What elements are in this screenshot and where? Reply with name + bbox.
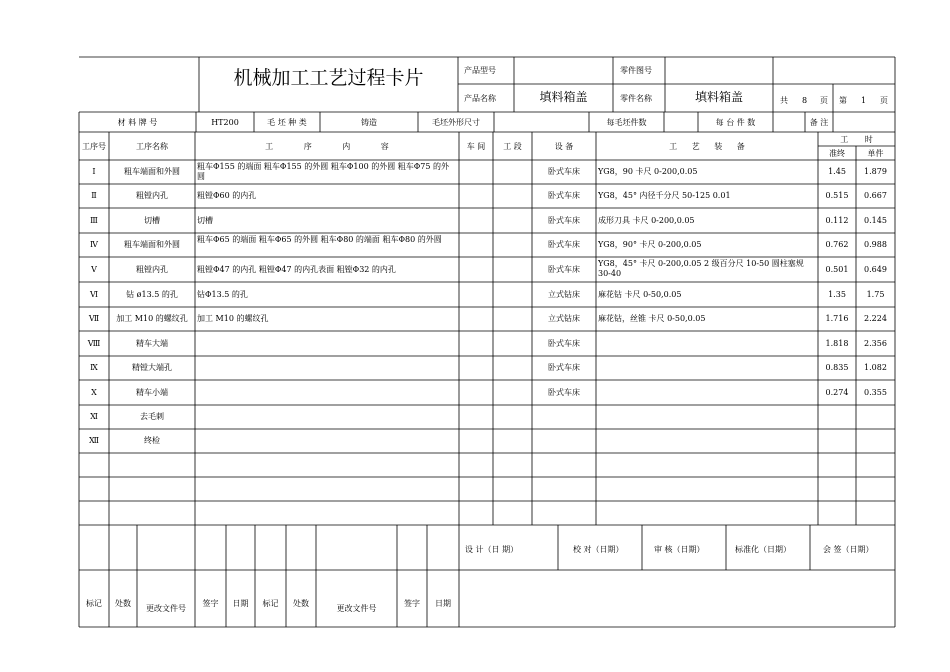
op-no-cell: Ⅷ	[87, 339, 101, 348]
op-unit-time-cell: 1.082	[864, 363, 887, 372]
op-no-cell: Ⅹ	[91, 388, 97, 397]
op-tooling-cell: 成形刀具 卡尺 0-200,0.05	[598, 216, 695, 225]
product-name-label: 产品名称	[464, 94, 496, 103]
op-equipment-cell: 卧式车床	[548, 363, 580, 372]
op-name-cell: 精车大端	[136, 339, 168, 348]
op-unit-time-cell: 0.649	[864, 265, 887, 274]
blank-type-label: 毛 坯 种 类	[267, 118, 307, 127]
footer-date-2: 日期	[435, 599, 451, 608]
op-name-cell: 钻 ø13.5 的孔	[126, 290, 178, 299]
op-equipment-cell: 卧式车床	[548, 240, 580, 249]
signoff-review: 审 核（日期）	[654, 545, 705, 554]
footer-mark-1: 标记	[86, 599, 102, 608]
op-tooling-cell	[598, 363, 816, 385]
op-content-cell: 钻Φ13.5 的孔	[197, 290, 248, 299]
col-time: 工 时	[840, 135, 873, 144]
op-content-cell: 粗车Φ65 的端面 粗车Φ65 的外圆 粗车Φ80 的端面 粗车Φ80 的外圆	[197, 235, 442, 244]
op-name-cell: 粗车端面和外圆	[124, 240, 180, 249]
material-value: HT200	[211, 118, 239, 127]
op-equipment-cell: 卧式车床	[548, 265, 580, 274]
op-no-cell: Ⅰ	[92, 167, 96, 176]
col-op-no: 工序号	[82, 142, 106, 151]
op-content-cell	[197, 339, 457, 362]
op-no-cell: Ⅸ	[90, 363, 98, 372]
col-prep-time: 准终	[829, 149, 845, 158]
op-unit-time-cell: 0.355	[864, 388, 887, 397]
op-no-cell: Ⅴ	[91, 265, 97, 274]
op-content-cell	[197, 363, 457, 385]
op-prep-time-cell: 1.45	[828, 167, 846, 176]
op-equipment-cell: 卧式车床	[548, 167, 580, 176]
op-unit-time-cell: 1.75	[866, 290, 885, 299]
op-name-cell: 切槽	[144, 216, 160, 225]
op-name-cell: 粗车端面和外圆	[124, 167, 180, 176]
op-prep-time-cell: 0.274	[825, 388, 849, 397]
remark-label: 备 注	[809, 118, 829, 127]
blank-type-value: 铸造	[361, 118, 377, 127]
op-prep-time-cell: 0.112	[825, 216, 849, 225]
footer-date-1: 日期	[232, 599, 249, 608]
seq-page-unit: 页	[880, 96, 888, 105]
op-no-cell: Ⅵ	[89, 290, 99, 299]
op-tooling-cell: YG8，90° 卡尺 0-200,0.05	[598, 240, 702, 249]
op-unit-time-cell: 2.224	[864, 314, 887, 323]
op-tooling-cell: YG8，45° 内径千分尺 50-125 0.01	[598, 191, 731, 200]
op-no-cell: Ⅱ	[91, 191, 97, 200]
op-unit-time-cell: 0.667	[864, 191, 887, 200]
op-name-cell: 精车小端	[136, 388, 168, 397]
part-drawing-label: 零件图号	[620, 66, 652, 75]
product-name-value: 填料箱盖	[539, 90, 588, 104]
footer-sign-1: 签字	[202, 599, 219, 608]
col-op-name: 工序名称	[136, 142, 168, 151]
footer-mark-2: 标记	[262, 599, 279, 608]
col-unit-time: 单件	[867, 149, 884, 158]
op-content-cell	[197, 412, 457, 434]
op-unit-time-cell: 2.356	[864, 339, 887, 348]
op-no-cell: Ⅻ	[88, 436, 100, 445]
footer-count-2: 处数	[293, 599, 309, 608]
pieces-per-unit-label: 每 台 件 数	[715, 118, 756, 127]
op-content-cell: 粗车Φ155 的端面 粗车Φ155 的外圆 粗车Φ100 的外圆 粗车Φ75 的外圆	[197, 162, 450, 181]
op-content-cell: 粗镗Φ60 的内孔	[197, 191, 257, 200]
op-tooling-cell	[598, 412, 816, 434]
op-prep-time-cell: 1.716	[825, 314, 849, 323]
op-name-cell: 粗镗内孔	[136, 191, 168, 200]
op-equipment-cell: 卧式车床	[548, 388, 580, 397]
op-content-cell: 加工 M10 的螺纹孔	[197, 314, 269, 323]
op-prep-time-cell: 1.35	[828, 290, 846, 299]
op-equipment-cell: 立式钻床	[548, 314, 580, 323]
op-no-cell: Ⅺ	[90, 412, 98, 421]
op-name-cell: 粗镗内孔	[136, 265, 168, 274]
op-name-cell: 去毛刺	[140, 412, 164, 421]
col-tooling: 工 艺 装 备	[669, 142, 745, 151]
signoff-proofread: 校 对（日期）	[573, 545, 624, 554]
seq-label: 第	[839, 96, 847, 105]
signoff-design: 设 计（日 期）	[465, 545, 519, 554]
op-tooling-cell	[598, 339, 816, 362]
op-equipment-cell: 卧式车床	[548, 339, 580, 348]
col-section: 工 段	[503, 142, 522, 151]
footer-change-doc-2: 更改文件号	[336, 604, 377, 613]
op-unit-time-cell: 0.145	[864, 216, 887, 225]
op-tooling-cell: YG8，90 卡尺 0-200,0.05	[598, 167, 698, 176]
seq-page: 1	[861, 96, 867, 105]
op-equipment-cell: 立式钻床	[548, 290, 580, 299]
op-tooling-cell: YG8，45° 卡尺 0-200,0.05 2 级百分尺 10-50 圆柱塞规 30-40	[598, 259, 804, 278]
op-content-cell: 粗镗Φ47 的内孔 粗镗Φ47 的内孔表面 粗镗Φ32 的内孔	[197, 265, 396, 274]
op-content-cell	[197, 388, 457, 411]
op-unit-time-cell: 1.879	[864, 167, 887, 176]
op-name-cell: 精镗大端孔	[132, 363, 172, 372]
op-tooling-cell	[598, 388, 816, 411]
op-unit-time-cell: 0.988	[864, 240, 887, 249]
total-pages-unit: 页	[820, 96, 828, 105]
material-label: 材 料 牌 号	[117, 118, 158, 127]
op-no-cell: Ⅶ	[88, 314, 100, 323]
op-tooling-cell: 麻花钻，丝锥 卡尺 0-50,0.05	[598, 314, 706, 323]
op-content-cell	[197, 436, 457, 458]
footer-count-1: 处数	[115, 599, 131, 608]
op-equipment-cell: 卧式车床	[548, 191, 580, 200]
op-name-cell: 加工 M10 的螺纹孔	[116, 314, 188, 323]
op-prep-time-cell: 0.515	[825, 191, 849, 200]
footer-change-doc-1: 更改文件号	[146, 604, 186, 613]
op-equipment-cell: 卧式车床	[548, 216, 580, 225]
op-prep-time-cell: 0.762	[825, 240, 849, 249]
part-name-value: 填料箱盖	[694, 90, 743, 104]
signoff-countersign: 会 签（日期）	[823, 545, 874, 554]
col-workshop: 车 间	[466, 142, 486, 151]
total-pages: 8	[802, 96, 808, 105]
op-name-cell: 终检	[144, 436, 160, 445]
op-prep-time-cell: 0.835	[825, 363, 849, 372]
col-equipment: 设 备	[554, 142, 574, 151]
page-title: 机械加工工艺过程卡片	[233, 67, 424, 89]
footer-sign-2: 签字	[404, 599, 420, 608]
pieces-per-blank-label: 每毛坯件数	[606, 118, 647, 127]
op-no-cell: Ⅲ	[90, 216, 98, 225]
op-prep-time-cell: 0.501	[825, 265, 849, 274]
op-tooling-cell: 麻花钻 卡尺 0-50,0.05	[598, 290, 682, 299]
op-content-cell: 切槽	[197, 216, 213, 225]
op-no-cell: Ⅳ	[90, 240, 98, 249]
part-name-label: 零件名称	[620, 94, 652, 103]
total-label: 共	[780, 96, 788, 105]
product-model-label: 产品型号	[464, 66, 496, 75]
op-prep-time-cell: 1.818	[825, 339, 849, 348]
col-content: 工 序 内 容	[265, 142, 389, 151]
signoff-standardize: 标准化（日期）	[735, 545, 791, 554]
op-tooling-cell	[598, 436, 816, 458]
blank-size-label: 毛坯外形尺寸	[432, 118, 480, 127]
